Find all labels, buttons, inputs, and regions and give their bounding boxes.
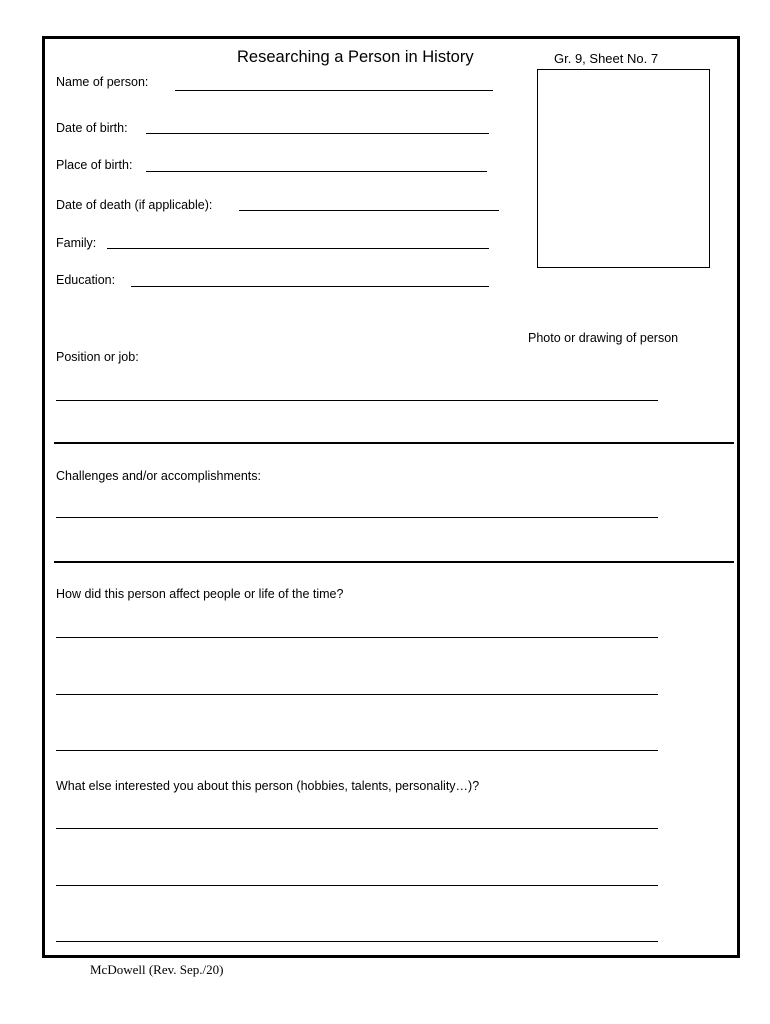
pob-line[interactable] [146, 171, 487, 172]
family-line[interactable] [107, 248, 489, 249]
name-label: Name of person: [56, 75, 149, 89]
interests-line[interactable] [56, 828, 658, 829]
worksheet-title: Researching a Person in History [237, 48, 474, 66]
position-line[interactable] [56, 400, 658, 401]
position-label: Position or job: [56, 350, 139, 364]
dob-line[interactable] [146, 133, 489, 134]
footer-credit: McDowell (Rev. Sep./20) [90, 962, 224, 977]
interests-line[interactable] [56, 941, 658, 942]
pob-label: Place of birth: [56, 158, 133, 172]
photo-caption: Photo or drawing of person [528, 331, 679, 345]
affect-label: How did this person affect people or life of the time? [56, 587, 344, 601]
dod-line[interactable] [239, 210, 499, 211]
section-divider [54, 442, 734, 444]
photo-box[interactable] [537, 69, 710, 268]
name-line[interactable] [175, 90, 493, 91]
affect-line[interactable] [56, 694, 658, 695]
challenges-line[interactable] [56, 517, 658, 518]
section-divider [54, 561, 734, 563]
interests-line[interactable] [56, 885, 658, 886]
affect-line[interactable] [56, 750, 658, 751]
affect-line[interactable] [56, 637, 658, 638]
interests-label: What else interested you about this person (hobbies, talents, personality…)? [56, 779, 480, 793]
family-label: Family: [56, 236, 97, 250]
dod-label: Date of death (if applicable): [56, 198, 213, 212]
dob-label: Date of birth: [56, 121, 128, 135]
sheet-number-label: Gr. 9, Sheet No. 7 [554, 51, 659, 66]
education-label: Education: [56, 273, 116, 287]
challenges-label: Challenges and/or accomplishments: [56, 469, 261, 483]
education-line[interactable] [131, 286, 489, 287]
